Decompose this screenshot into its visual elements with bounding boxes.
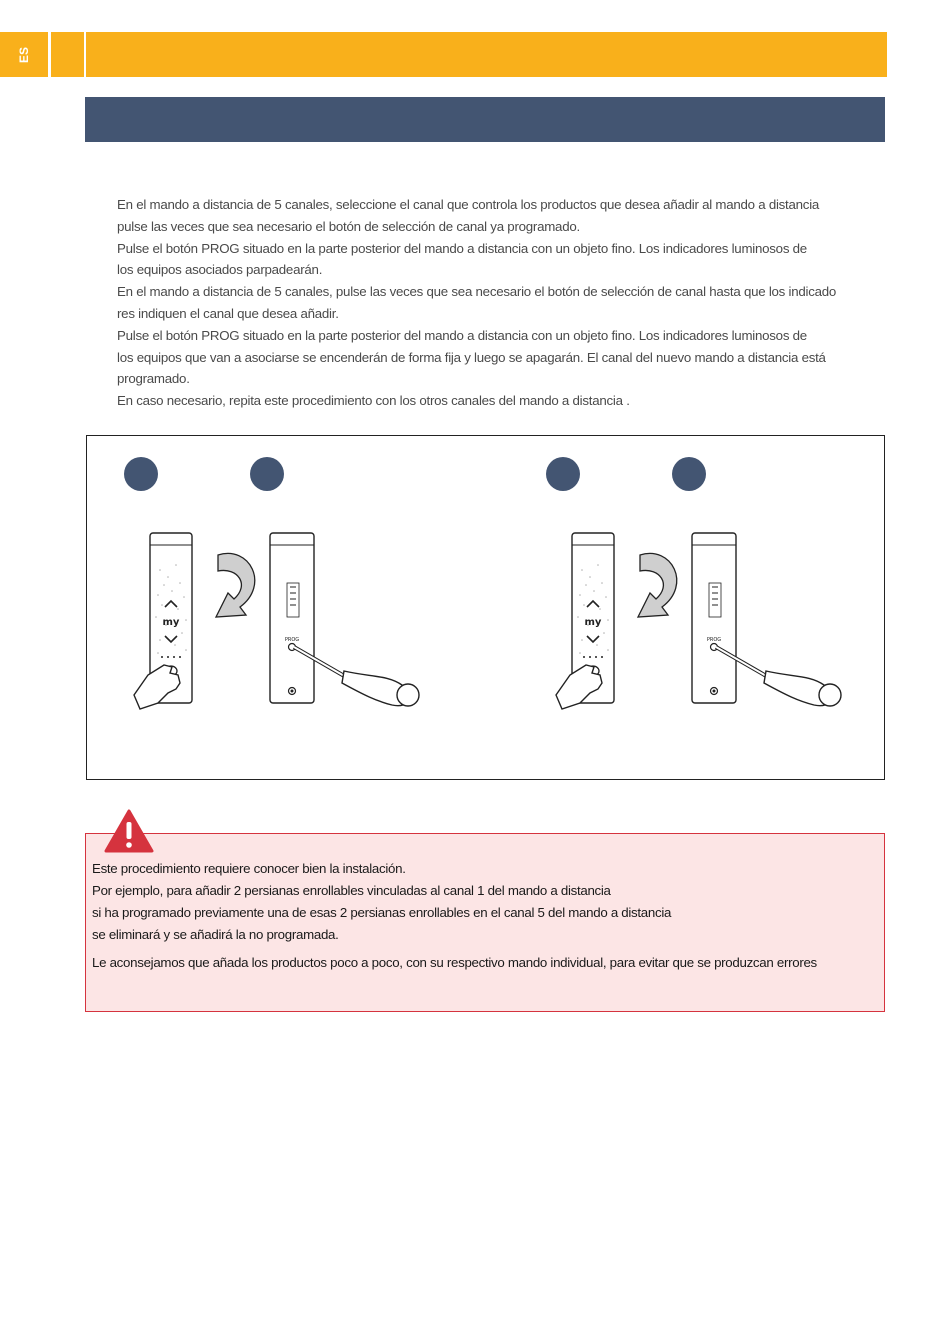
step-marker-3 — [546, 457, 580, 491]
svg-text:PROG: PROG — [706, 637, 722, 643]
warning-advice: Le aconsejamos que añada los productos poco a poco, con su respectivo mando individual, para evitar que se produzcan errores — [92, 955, 817, 970]
step-marker-2 — [250, 457, 284, 491]
svg-text:my: my — [162, 617, 180, 628]
language-code: ES — [17, 47, 31, 64]
header-accent-bar-main — [84, 32, 887, 77]
instruction-line: En el mando a distancia de 5 canales, pulse las veces que sea necesario el botón de selección de canal hasta que los indicado — [117, 284, 837, 300]
rotate-arrow-icon — [638, 553, 677, 617]
rotate-arrow-icon — [216, 553, 255, 617]
instruction-line: los equipos asociados parpadearán. — [117, 262, 323, 278]
warning-text — [92, 858, 892, 974]
instruction-line: programado. — [117, 371, 190, 387]
remote-illustration-right — [542, 525, 862, 715]
warning-line: Por ejemplo, para añadir 2 persianas enrollables vinculadas al canal 1 del mando a distancia — [92, 883, 611, 898]
instruction-line: En caso necesario, repita este procedimiento con los otros canales del mando a distancia . — [117, 393, 630, 409]
svg-text:PROG: PROG — [284, 637, 300, 643]
instruction-line: Pulse el botón PROG situado en la parte posterior del mando a distancia con un objeto fino. Los indicadores luminosos de — [117, 327, 807, 343]
step-marker-4 — [672, 457, 706, 491]
instruction-line: res indiquen el canal que desea añadir. — [117, 305, 339, 321]
warning-line: si ha programado previamente una de esas 2 persianas enrollables en el canal 5 del mando a distancia — [92, 905, 672, 920]
section-title-bar — [85, 97, 885, 142]
warning-triangle-icon — [104, 808, 154, 854]
warning-line: Este procedimiento requiere conocer bien la instalación. — [92, 861, 406, 876]
warning-line: se eliminará y se añadirá la no programada. — [92, 927, 339, 942]
instruction-steps — [117, 194, 887, 412]
instruction-line: pulse las veces que sea necesario el botón de selección de canal ya programado. — [117, 218, 580, 234]
instruction-line: los equipos que van a asociarse se encenderán de forma fija y luego se apagarán. El canal del nuevo mando a distancia está — [117, 349, 826, 365]
instruction-line: Pulse el botón PROG situado en la parte posterior del mando a distancia con un objeto fino. Los indicadores luminosos de — [117, 240, 807, 256]
svg-text:my: my — [584, 617, 602, 628]
remote-back-icon — [692, 533, 736, 703]
instruction-line: En el mando a distancia de 5 canales, seleccione el canal que controla los productos que desea añadir al mando a distancia — [117, 197, 820, 212]
remote-illustration-left — [120, 525, 440, 715]
step-marker-1 — [124, 457, 158, 491]
remote-back-icon — [270, 533, 314, 703]
